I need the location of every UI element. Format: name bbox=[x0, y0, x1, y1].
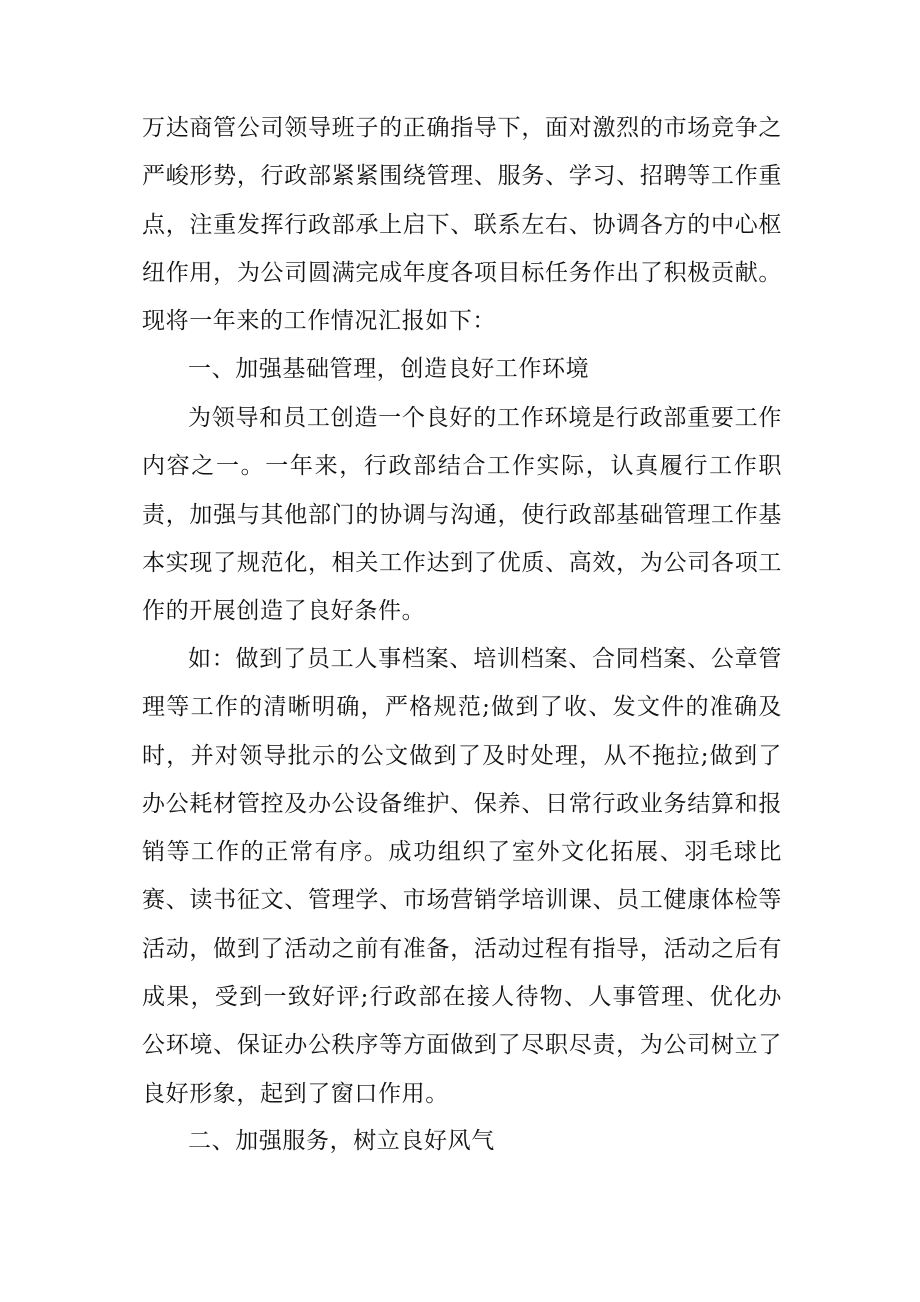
intro-paragraph: 万达商管公司领导班子的正确指导下，面对激烈的市场竞争之严峻形势，行政部紧紧围绕管理、服务、学习、招聘等工作重点，注重发挥行政部承上启下、联系左右、协调各方的中心枢纽作用，为公司圆满完成年度各项目标任务作出了积极贡献。现将一年来的工作情况汇报如下： bbox=[142, 115, 782, 335]
section-1-paragraph-1: 为领导和员工创造一个良好的工作环境是行政部重要工作内容之一。一年来，行政部结合工作实际，认真履行工作职责，加强与其他部门的协调与沟通，使行政部基础管理工作基本实现了规范化，相关工作达到了优质、高效，为公司各项工作的开展创造了良好条件。 bbox=[142, 405, 782, 625]
section-heading-2: 二、加强服务，树立良好风气 bbox=[188, 1128, 495, 1154]
section-1-paragraph-2: 如：做到了员工人事档案、培训档案、合同档案、公章管理等工作的清晰明确，严格规范;做到了收、发文件的准确及时，并对领导批示的公文做到了及时处理，从不拖拉;做到了办公耗材管控及办公设备维护、保养、日常行政业务结算和报销等工作的正常有序。成功组织了室外文化拓展、羽毛球比赛、读书征文、管理学、市场营销学培训课、员工健康体检等活动，做到了活动之前有准备，活动过程有指导，活动之后有成果，受到一致好评;行政部在接人待物、人事管理、优化办公环境、保证办公秩序等方面做到了尽职尽责，为公司树立了良好形象，起到了窗口作用。 bbox=[142, 646, 782, 1107]
section-heading-1: 一、加强基础管理，创造良好工作环境 bbox=[188, 356, 590, 382]
